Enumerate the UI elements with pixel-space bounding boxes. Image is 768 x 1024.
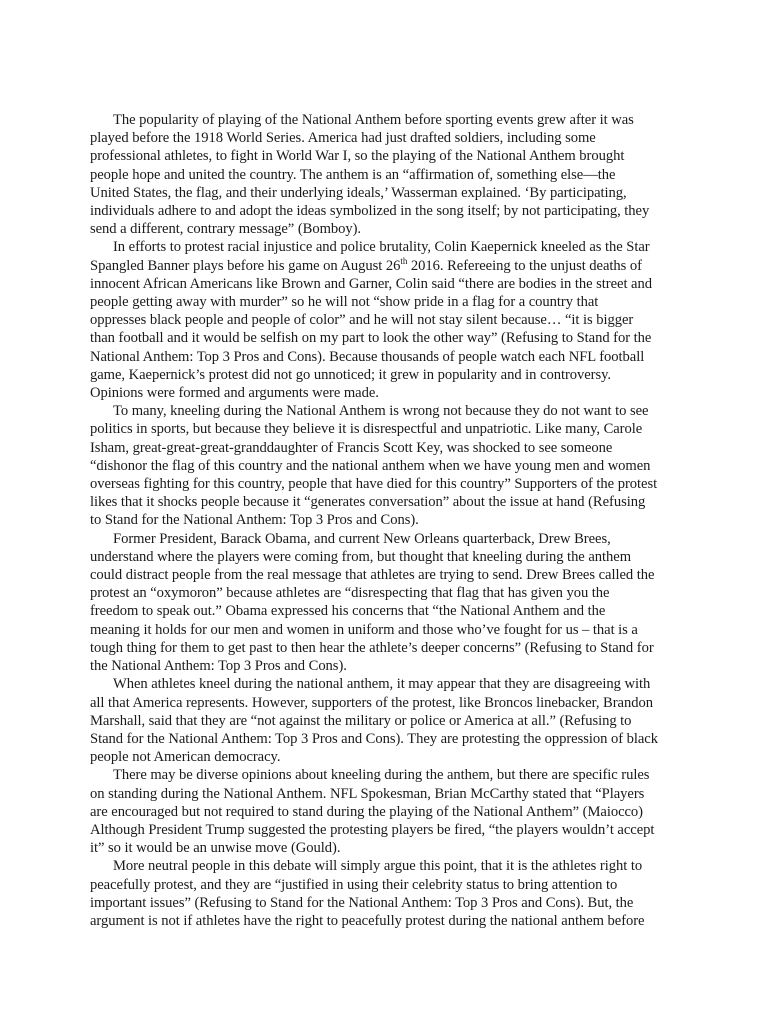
paragraph-3: To many, kneeling during the National Anthem is wrong not because they do not want to see politics in sports, but because they believe it is disrespectful and unpatriotic. Like many, Carole Isham, great-great-great-granddaughter of Francis Scott Key, was shocked to see someone “dishonor the flag of this country and the national anthem when we have young men and women overseas fighting for this country, people that have died for this country” Supporters of the protest likes that it shocks people because it “generates conversation” about the issue at hand (Refusing to Stand for the National Anthem: Top 3 Pros and Cons). bbox=[90, 403, 658, 529]
paragraph-2-part-b: 2016. Refereeing to the unjust deaths of innocent African Americans like Brown and Garner, Colin said “there are bodies in the street and people getting away with murder” so he will not “show pride in a flag for a country that oppresses black people and people of color” and he will not stay silent because… “it is bigger than football and it would be selfish on my part to look the other way” (Refusing to Stand for the National Anthem: Top 3 Pros and Cons). Because thousands of people watch each NFL football game, Kaepernick’s protest did not go unnoticed; it grew in popularity and in controversy. Opinions were formed and arguments were made. bbox=[90, 257, 652, 402]
paragraph-6: There may be diverse opinions about kneeling during the anthem, but there are specific rules on standing during the National Anthem. NFL Spokesman, Brian McCarthy stated that “Players are encouraged but not required to stand during the playing of the National Anthem” (Maiocco) Although President Trump suggested the protesting players be fired, “the players wouldn’t accept it” so it would be an unwise move (Gould). bbox=[90, 767, 655, 857]
ordinal-superscript: th bbox=[400, 255, 408, 266]
paragraph-7: More neutral people in this debate will simply argue this point, that it is the athletes right to peacefully protest, and they are “justified in using their celebrity status to bring attention to important issues” (Refusing to Stand for the National Anthem: Top 3 Pros and Cons). But, the argument is not if athletes have the right to peacefully protest during the national anthem before bbox=[90, 858, 645, 929]
paragraph-2-part-a: In efforts to protest racial injustice and police brutality, Colin Kaepernick kneeled as the Star Spangled Banner plays before his game on August 26 bbox=[90, 239, 650, 274]
essay-body bbox=[90, 111, 658, 930]
paragraph-5: When athletes kneel during the national anthem, it may appear that they are disagreeing with all that America represents. However, supporters of the protest, like Broncos linebacker, Brandon Marshall, said that they are “not against the military or police or America at all.” (Refusing to Stand for the National Anthem: Top 3 Pros and Cons). They are protesting the oppression of black people not American democracy. bbox=[90, 676, 658, 766]
paragraph-1: The popularity of playing of the National Anthem before sporting events grew after it was played before the 1918 World Series. America had just drafted soldiers, including some professional athletes, to fight in World War I, so the playing of the National Anthem brought people hope and united the country. The anthem is an “affirmation of, something else—the United States, the flag, and their underlying ideals,’ Wasserman explained. ‘By participating, individuals adhere to and adopt the ideas symbolized in the song itself; by not participating, they send a different, contrary message” (Bomboy). bbox=[90, 112, 650, 238]
paragraph-4: Former President, Barack Obama, and current New Orleans quarterback, Drew Brees, understand where the players were coming from, but thought that kneeling during the anthem could distract people from the real message that athletes are trying to send. Drew Brees called the protest an “oxymoron” because athletes are “disrespecting that flag that has given you the freedom to speak out.” Obama expressed his concerns that “the National Anthem and the meaning it holds for our men and women in uniform and those who’ve fought for us – that is a tough thing for them to get past to then hear the athlete’s deeper concerns” (Refusing to Stand for the National Anthem: Top 3 Pros and Cons). bbox=[90, 530, 655, 675]
paragraph-2 bbox=[90, 238, 658, 402]
